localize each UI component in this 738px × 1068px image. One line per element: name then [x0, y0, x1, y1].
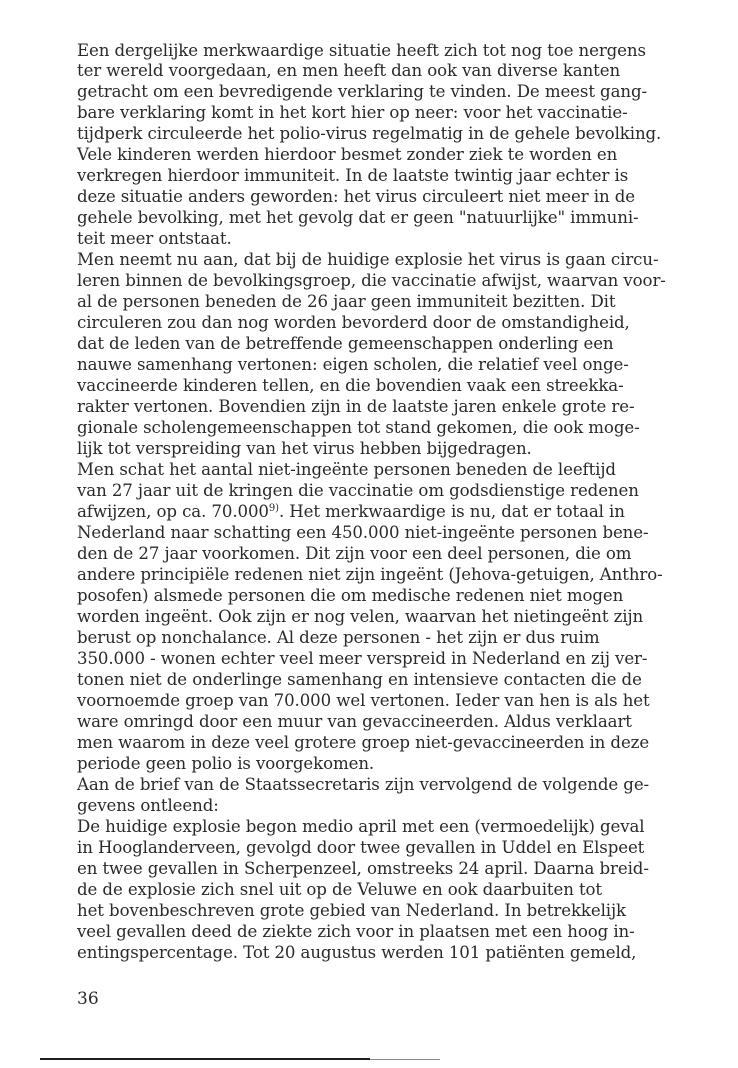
- text-line: ware omringd door een muur van gevaccineerden. Aldus verklaart: [77, 712, 632, 731]
- text-line: lijk tot verspreiding van het virus hebben bijgedragen.: [77, 439, 532, 458]
- text-line: Een dergelijke merkwaardige situatie heeft zich tot nog toe nergens: [77, 41, 646, 60]
- text-line: tijdperk circuleerde het polio-virus regelmatig in de gehele bevolking.: [77, 124, 662, 143]
- text-line: verkregen hierdoor immuniteit. In de laatste twintig jaar echter is: [77, 166, 629, 185]
- scan-edge-line: [370, 1059, 440, 1060]
- text-line: 350.000 - wonen echter veel meer verspreid in Nederland en zij ver-: [77, 649, 648, 668]
- text-line: rakter vertonen. Bovendien zijn in de laatste jaren enkele grote re-: [77, 397, 635, 416]
- text-line: voornoemde groep van 70.000 wel vertonen. Ieder van hen is als het: [77, 691, 650, 710]
- page-number: 36: [77, 989, 99, 1009]
- text-line: teit meer ontstaat.: [77, 229, 232, 248]
- text-segment: . Het merkwaardige is nu, dat er totaal in: [278, 502, 625, 521]
- text-line: in Hooglanderveen, gevolgd door twee gevallen in Uddel en Elspeet: [77, 838, 645, 857]
- text-line: gehele bevolking, met het gevolg dat er geen "natuurlijke" immuni-: [77, 208, 639, 227]
- text-line: bare verklaring komt in het kort hier op neer: voor het vaccinatie-: [77, 103, 628, 122]
- text-line: [77, 502, 625, 522]
- text-line: het bovenbeschreven grote gebied van Nederland. In betrekkelijk: [77, 901, 627, 920]
- text-line: al de personen beneden de 26 jaar geen immuniteit bezitten. Dit: [77, 292, 616, 311]
- text-line: leren binnen de bevolkingsgroep, die vaccinatie afwijst, waarvan voor-: [77, 271, 666, 290]
- text-line: nauwe samenhang vertonen: eigen scholen, die relatief veel onge-: [77, 355, 629, 374]
- text-line: Men neemt nu aan, dat bij de huidige explosie het virus is gaan circu-: [77, 250, 659, 269]
- text-line: men waarom in deze veel grotere groep niet-gevaccineerden in deze: [77, 733, 650, 752]
- text-line: De huidige explosie begon medio april met een (vermoedelijk) geval: [77, 817, 645, 836]
- text-line: de de explosie zich snel uit op de Veluwe en ook daarbuiten tot: [77, 880, 602, 899]
- text-line: gevens ontleend:: [77, 796, 219, 815]
- text-line: Aan de brief van de Staatssecretaris zijn vervolgend de volgende ge-: [77, 775, 650, 794]
- text-line: en twee gevallen in Scherpenzeel, omstreeks 24 april. Daarna breid-: [77, 859, 649, 878]
- text-line: vaccineerde kinderen tellen, en die bovendien vaak een streekka-: [77, 376, 624, 395]
- text-line: berust op nonchalance. Al deze personen - het zijn er dus ruim: [77, 628, 600, 647]
- text-line: worden ingeënt. Ook zijn er nog velen, waarvan het nietingeënt zijn: [77, 607, 644, 626]
- text-line: entingspercentage. Tot 20 augustus werden 101 patiënten gemeld,: [77, 943, 637, 962]
- text-line: den de 27 jaar voorkomen. Dit zijn voor een deel personen, die om: [77, 544, 632, 563]
- text-line: getracht om een bevredigende verklaring te vinden. De meest gang-: [77, 82, 647, 101]
- text-line: gionale scholengemeenschappen tot stand gekomen, die ook moge-: [77, 418, 640, 437]
- text-line: posofen) alsmede personen die om medische redenen niet mogen: [77, 586, 624, 605]
- text-line: van 27 jaar uit de kringen die vaccinatie om godsdienstige redenen: [77, 481, 639, 500]
- scan-edge-line: [40, 1058, 370, 1060]
- text-segment: afwijzen, op ca. 70.000: [77, 502, 269, 521]
- text-line: tonen niet de onderlinge samenhang en intensieve contacten die de: [77, 670, 642, 689]
- text-line: deze situatie anders geworden: het virus circuleert niet meer in de: [77, 187, 635, 206]
- footnote-reference: 9): [268, 503, 279, 514]
- text-line: andere principiële redenen niet zijn ingeënt (Jehova-getuigen, Anthro-: [77, 565, 663, 584]
- text-line: circuleren zou dan nog worden bevorderd door de omstandigheid,: [77, 313, 630, 332]
- text-line: Nederland naar schatting een 450.000 niet-ingeënte personen bene-: [77, 523, 649, 542]
- text-line: dat de leden van de betreffende gemeenschappen onderling een: [77, 334, 614, 353]
- text-line: veel gevallen deed de ziekte zich voor in plaatsen met een hoog in-: [77, 922, 635, 941]
- text-line: Vele kinderen werden hierdoor besmet zonder ziek te worden en: [77, 145, 618, 164]
- text-line: ter wereld voorgedaan, en men heeft dan ook van diverse kanten: [77, 61, 621, 80]
- text-line: Men schat het aantal niet-ingeënte personen beneden de leeftijd: [77, 460, 616, 479]
- text-line: periode geen polio is voorgekomen.: [77, 754, 375, 773]
